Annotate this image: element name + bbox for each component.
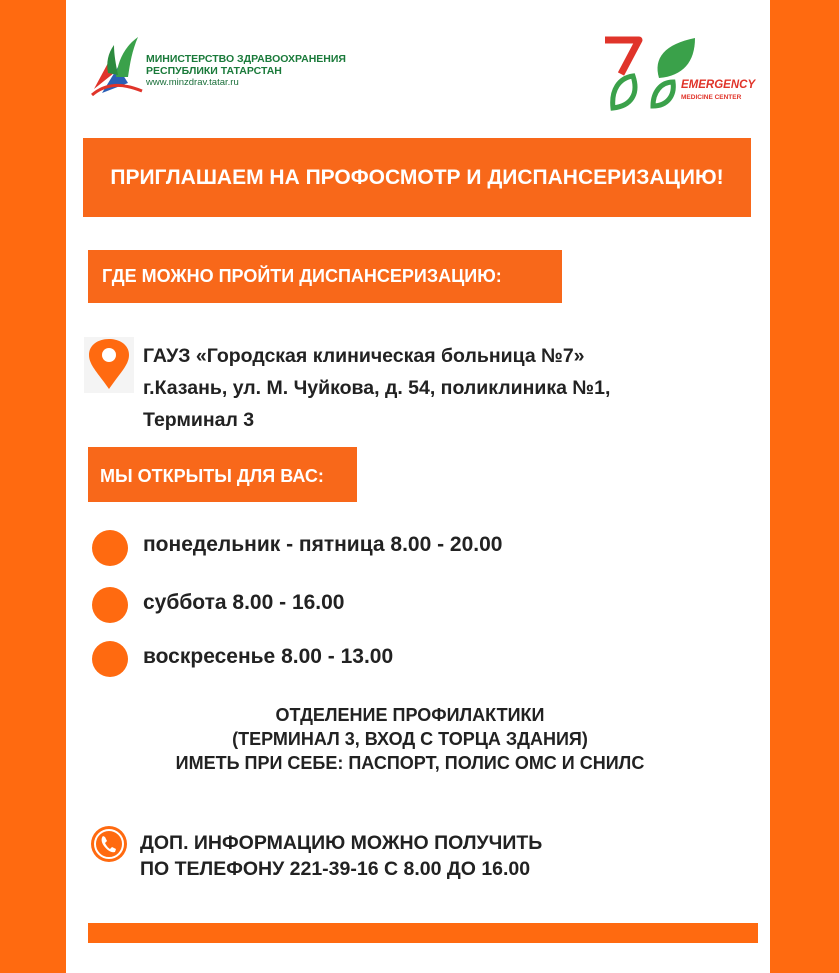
schedule-item-weekdays: понедельник - пятница 8.00 - 20.00 — [143, 533, 503, 556]
emc-logo-line1: EMERGENCY — [681, 79, 756, 91]
address-line2: г.Казань, ул. М. Чуйкова, д. 54, поликлиника №1, — [143, 377, 611, 399]
info-line2: ПО ТЕЛЕФОНУ 221-39-16 С 8.00 ДО 16.00 — [140, 858, 531, 880]
ministry-name-line1: МИНИСТЕРСТВО ЗДРАВООХРАНЕНИЯ — [146, 53, 346, 65]
where-heading: ГДЕ МОЖНО ПРОЙТИ ДИСПАНСЕРИЗАЦИЮ: — [102, 266, 502, 286]
bullet-dot-icon — [92, 530, 128, 566]
phone-icon — [90, 825, 128, 863]
emc-logo-line2: MEDICINE CENTER — [681, 94, 742, 101]
department-line1: ОТДЕЛЕНИЕ ПРОФИЛАКТИКИ — [275, 705, 545, 725]
info-block — [140, 830, 542, 882]
info-line1: ДОП. ИНФОРМАЦИЮ МОЖНО ПОЛУЧИТЬ — [140, 832, 543, 854]
ministry-name-line2: РЕСПУБЛИКИ ТАТАРСТАН — [146, 65, 282, 77]
address-line3: Терминал 3 — [143, 409, 255, 431]
address-line1: ГАУЗ «Городская клиническая больница №7» — [143, 345, 585, 367]
where-heading-banner — [88, 250, 562, 303]
open-heading: МЫ ОТКРЫТЫ ДЛЯ ВАС: — [100, 466, 324, 486]
schedule-item-sunday: воскресенье 8.00 - 13.00 — [143, 645, 394, 668]
title-banner — [83, 138, 751, 217]
ministry-logo-icon — [88, 33, 144, 97]
bullet-dot-icon — [92, 641, 128, 677]
bottom-bar — [88, 923, 758, 943]
address-block — [143, 340, 610, 436]
ministry-logo-text — [146, 53, 346, 89]
location-pin-icon — [84, 337, 134, 393]
ministry-url: www.minzdrav.tatar.ru — [146, 77, 239, 88]
department-line3: ИМЕТЬ ПРИ СЕБЕ: ПАСПОРТ, ПОЛИС ОМС И СНИЛС — [175, 753, 645, 773]
page-title: ПРИГЛАШАЕМ НА ПРОФОСМОТР И ДИСПАНСЕРИЗАЦИЮ! — [110, 166, 724, 189]
bullet-dot-icon — [92, 587, 128, 623]
schedule-item-saturday: суббота 8.00 - 16.00 — [143, 591, 345, 614]
department-line2: (ТЕРМИНАЛ 3, ВХОД С ТОРЦА ЗДАНИЯ) — [232, 729, 588, 749]
department-block — [100, 703, 720, 775]
emc-logo-icon — [603, 36, 757, 114]
open-heading-banner — [88, 447, 357, 502]
